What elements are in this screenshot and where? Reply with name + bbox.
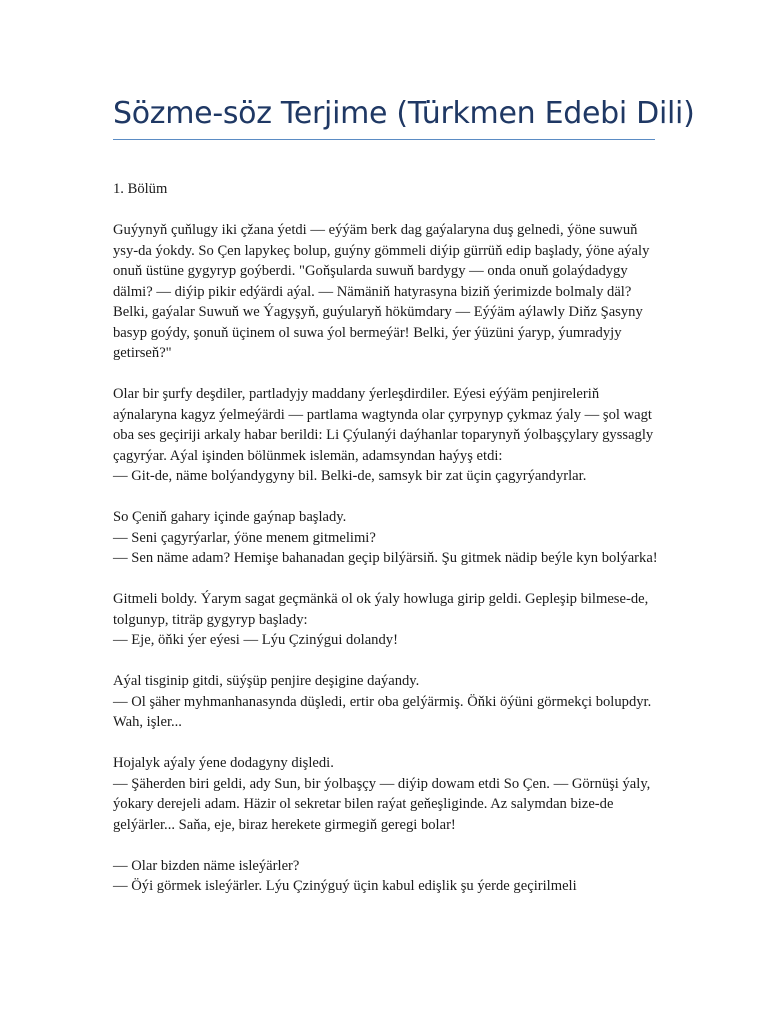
- paragraph-line: Hojalyk aýaly ýene dodagyny dişledi.: [113, 755, 334, 771]
- paragraph-1: [113, 220, 658, 364]
- paragraph-4: [113, 589, 658, 651]
- chapter-heading: 1. Bölüm: [113, 181, 168, 197]
- title-underline: [113, 139, 655, 140]
- paragraph-line: Olar bir şurfy deşdiler, partladyjy maddany ýerleşdirdiler. Eýesi eýýäm penjireleriň aýnalaryna kagyz ýelmeýärdi — partlama wagtynda olar çyrpynyp çykmaz ýaly — şol wagt oba ses geçiriji arkaly habar berildi: Li Çýulanýi daýhanlar toparynyň ýolbaşçylary gyssagly çagyrýar. Aýal işinden bölünmek islemän, adamsyndan haýyş etdi:: [113, 386, 654, 464]
- paragraph-line: So Çeniň gahary içinde gaýnap başlady.: [113, 509, 347, 525]
- paragraph-line: — Öýi görmek isleýärler. Lýu Çzinýguý üçin kabul edişlik şu ýerde geçirilmeli: [113, 878, 577, 894]
- paragraph-line: — Şäherden biri geldi, ady Sun, bir ýolbaşçy — diýip dowam etdi So Çen. — Görnüşi ýaly, ýokary derejeli adam. Häzir ol sekretar bilen raýat geňeşliginde. Az salymdan bize-de gelýärler... Saňa, eje, biraz herekete girmegiň geregi bolar!: [113, 775, 651, 833]
- paragraph-line: Aýal tisginip gitdi, süýşüp penjire deşigine daýandy.: [113, 673, 420, 689]
- paragraph-7: [113, 856, 658, 897]
- paragraph-2: [113, 384, 658, 487]
- paragraph-line: — Seni çagyrýarlar, ýöne menem gitmelimi?: [113, 529, 376, 546]
- paragraph-line: — Git-de, näme bolýandygyny bil. Belki-de, samsyk bir zat üçin çagyrýandyrlar.: [113, 468, 587, 484]
- paragraph-line: Gitmeli boldy. Ýarym sagat geçmänkä ol ok ýaly howluga girip geldi. Gepleşip bilmese-de, tolgunyp, titräp gygyryp başlady:: [113, 591, 649, 628]
- paragraph-line: — Olar bizden näme isleýärler?: [113, 857, 300, 874]
- paragraph-line: — Ol şäher myhmanhanasynda düşledi, ertir oba gelýärmiş. Öňki öýüni görmekçi bolupdyr. Wah, işler...: [113, 693, 652, 730]
- paragraph-line: — Sen näme adam? Hemişe bahanadan geçip bilýärsiň. Şu gitmek nädip beýle kyn bolýarka!: [113, 550, 658, 566]
- paragraph-5: [113, 671, 658, 733]
- paragraph-line: — Eje, öňki ýer eýesi — Lýu Çzinýgui dolandy!: [113, 632, 398, 648]
- paragraph-3: [113, 507, 658, 569]
- document-body: [113, 179, 658, 897]
- paragraph-6: [113, 753, 658, 835]
- document-title: Sözme-söz Terjime (Türkmen Edebi Dili): [113, 96, 695, 131]
- document-page: [113, 0, 695, 917]
- paragraph-line: Guýynyň çuňlugy iki çžana ýetdi — eýýäm berk dag gaýalaryna duş gelnedi, ýöne suwuň ysy-da ýokdy. So Çen lapykeç bolup, guýny gömmeli diýip gürrüň edip başlady, ýöne aýaly onuň üstüne gygyryp goýberdi. "Goňşularda suwuň bardygy — onda onuň golaýdadygy dälmi? — diýip pikir edýärdi aýal. — Nämäniň hatyrasyna biziň ýerimizde bolmaly däl? Belki, gaýalar Suwuň we Ýagyşyň, guýularyň hökümdary — Eýýäm aýlawly Diňz Şasyny basyp goýdy, şonuň üçinem ol suwa ýol bermeýär! Belki, ýer ýüzüni ýaryp, ýumradyjy getirseň?": [113, 222, 650, 361]
